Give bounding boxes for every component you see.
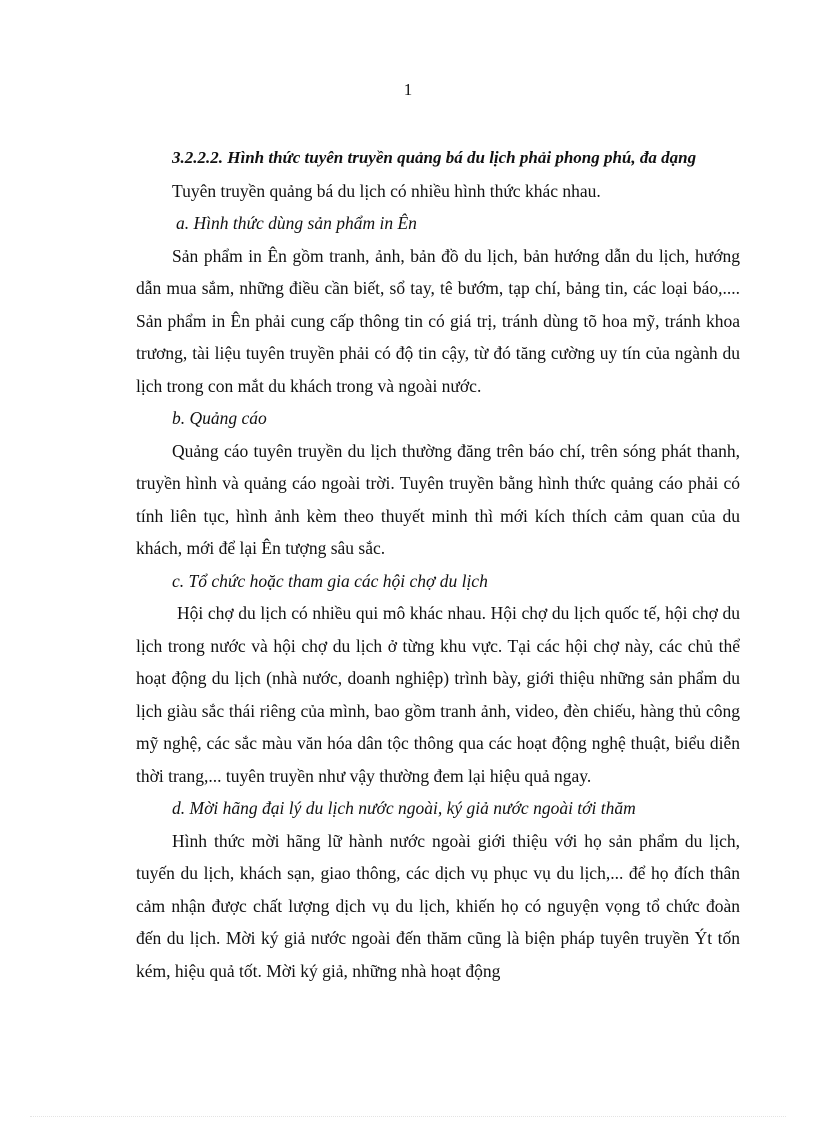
subsection-body-b: Quảng cáo tuyên truyền du lịch thường đăng trên báo chí, trên sóng phát thanh, truyền hình và quảng cáo ngoài trời. Tuyên truyền bằng hình thức quảng cáo phải có tính liên tục, hình ảnh kèm theo thuyết minh thì mới kích thích cảm quan của du khách, mới để lại Ên tượng sâu sắc. bbox=[136, 440, 740, 558]
subsection-title-a: a. Hình thức dùng sản phẩm in Ên bbox=[176, 213, 417, 233]
section-intro: Tuyên truyền quảng bá du lịch có nhiều hình thức khác nhau. bbox=[172, 180, 601, 201]
subsection-title-d: d. Mời hãng đại lý du lịch nước ngoài, ký giả nước ngoài tới thăm bbox=[172, 798, 636, 818]
subsection-title-c: c. Tổ chức hoặc tham gia các hội chợ du lịch bbox=[172, 570, 488, 591]
subsection-body-d: Hình thức mời hãng lữ hành nước ngoài giới thiệu với họ sản phẩm du lịch, tuyến du lịch, khách sạn, giao thông, các dịch vụ phục vụ du lịch,... để họ đích thân cảm nhận được chất lượng dịch vụ du lịch, khiến họ có nguyện vọng tổ chức đoàn đến du lịch. Mời ký giả nước ngoài đến thăm cũng là biện pháp tuyên truyền Ýt tốn kém, hiệu quả tốt. Mời ký giả, những nhà hoạt động bbox=[136, 830, 740, 981]
document-body bbox=[136, 142, 740, 987]
subsection-title-b: b. Quảng cáo bbox=[172, 408, 267, 428]
page-number: 1 bbox=[403, 80, 413, 99]
section-heading: 3.2.2.2. Hình thức tuyên truyền quảng bá du lịch phải phong phú, đa dạng bbox=[172, 148, 697, 167]
page-bottom-divider bbox=[30, 1116, 786, 1117]
subsection-body-c: Hội chợ du lịch có nhiều qui mô khác nhau. Hội chợ du lịch quốc tế, hội chợ du lịch trong nước và hội chợ du lịch ở từng khu vực. Tại các hội chợ này, các chủ thể hoạt động du lịch (nhà nước, doanh nghiệp) trình bày, giới thiệu những sản phẩm du lịch giàu sắc thái riêng của mình, bao gồm tranh ảnh, video, đèn chiếu, hàng thủ công mỹ nghệ, các sắc màu văn hóa dân tộc thông qua các hoạt động nghệ thuật, biểu diễn thời trang,... tuyên truyền như vậy thường đem lại hiệu quả ngay. bbox=[136, 603, 740, 786]
subsection-body-a: Sản phẩm in Ên gồm tranh, ảnh, bản đồ du lịch, bản hướng dẫn du lịch, hướng dẫn mua sắm, những điều cần biết, sổ tay, tê bướm, tạp chí, bảng tin, các loại báo,.... Sản phẩm in Ên phải cung cấp thông tin có giá trị, tránh dùng tõ hoa mỹ, tránh khoa trương, tài liệu tuyên truyền phải có độ tin cậy, từ đó tăng cường uy tín của ngành du lịch trong con mắt du khách trong và ngoài nước. bbox=[136, 245, 740, 396]
